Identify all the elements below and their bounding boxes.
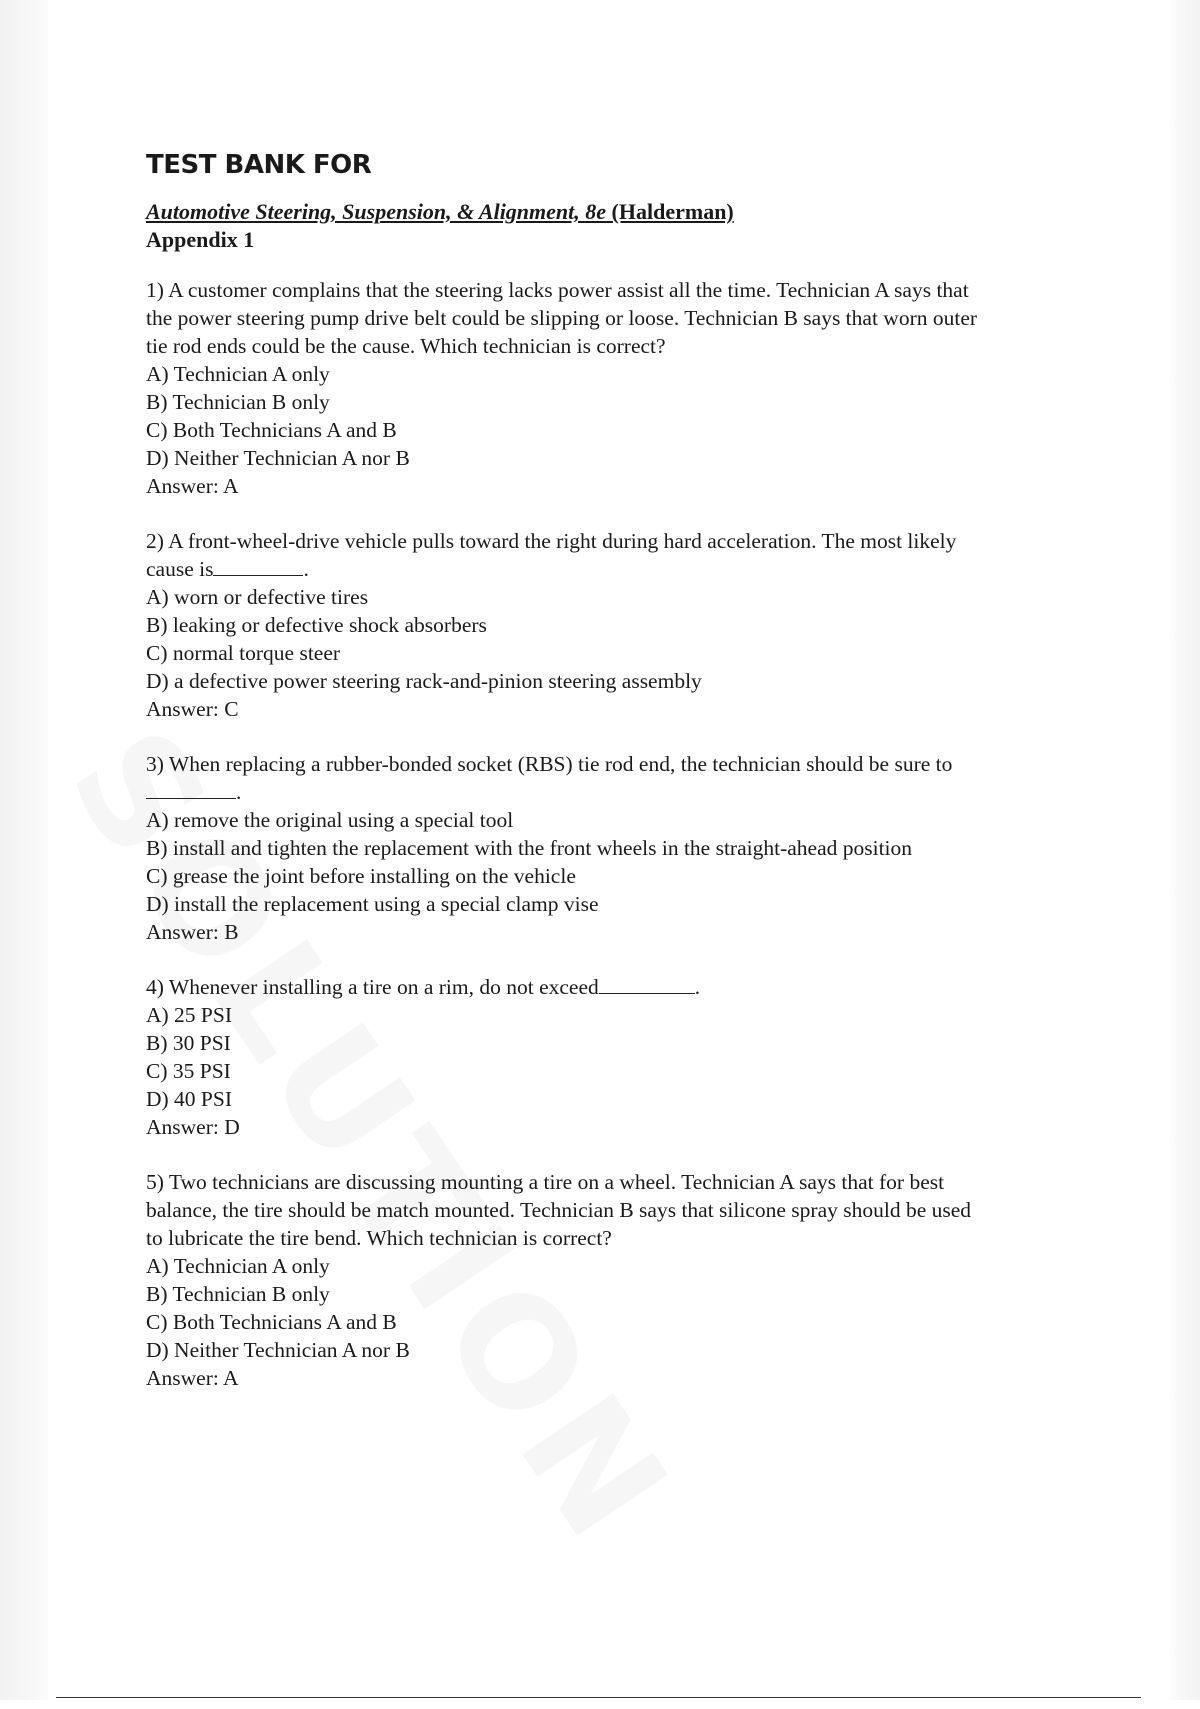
answer-option: A) 25 PSI — [146, 1003, 233, 1027]
fill-in-blank — [146, 780, 236, 799]
question-text-line: 1) A customer complains that the steering lacks power assist all the time. Technician A says that — [146, 278, 969, 302]
answer-option: B) leaking or defective shock absorbers — [146, 613, 487, 637]
fill-in-blank — [599, 975, 695, 994]
answer-option: D) install the replacement using a special clamp vise — [146, 892, 599, 916]
document-title: TEST BANK FOR — [146, 150, 372, 180]
blank-suffix: . — [303, 557, 309, 581]
question-text-line-with-blank — [146, 973, 1106, 1001]
question-text-line: tie rod ends could be the cause. Which technician is correct? — [146, 334, 666, 358]
book-title: Automotive Steering, Suspension, & Alignment, 8e — [146, 199, 607, 224]
answer-key: Answer: C — [146, 697, 239, 721]
footer-rule — [56, 1697, 1141, 1698]
answer-option: A) Technician A only — [146, 362, 330, 386]
blank-suffix: . — [694, 975, 701, 999]
question-3 — [146, 750, 1106, 946]
answer-option: D) Neither Technician A nor B — [146, 446, 410, 470]
answer-option: C) normal torque steer — [146, 641, 341, 665]
fill-in-blank — [213, 557, 303, 576]
answer-option: C) Both Technicians A and B — [146, 1310, 397, 1334]
answer-option: D) 40 PSI — [146, 1087, 233, 1111]
question-text-line: balance, the tire should be match mounted. Technician B says that silicone spray should be used — [146, 1198, 972, 1222]
question-5 — [146, 1168, 1106, 1392]
question-4 — [146, 973, 1106, 1141]
page-left-shadow — [0, 0, 48, 1700]
answer-option: B) install and tighten the replacement with the front wheels in the straight-ahead position — [146, 836, 913, 860]
answer-option: C) grease the joint before installing on the vehicle — [146, 864, 576, 888]
question-text-fragment: cause is — [146, 557, 214, 581]
question-text-line: 3) When replacing a rubber-bonded socket (RBS) tie rod end, the technician should be sure to — [146, 752, 953, 776]
question-1 — [146, 276, 1106, 500]
answer-key: Answer: A — [146, 474, 239, 498]
answer-option: D) a defective power steering rack-and-pinion steering assembly — [146, 669, 702, 693]
answer-key: Answer: B — [146, 920, 239, 944]
answer-option: B) Technician B only — [146, 1282, 330, 1306]
answer-option: D) Neither Technician A nor B — [146, 1338, 410, 1362]
answer-option: B) 30 PSI — [146, 1031, 231, 1055]
book-citation — [146, 198, 1106, 226]
appendix-heading: Appendix 1 — [146, 227, 255, 252]
answer-option: A) worn or defective tires — [146, 585, 369, 609]
answer-option: B) Technician B only — [146, 390, 330, 414]
question-text-line: 5) Two technicians are discussing mounting a tire on a wheel. Technician A says that for best — [146, 1170, 945, 1194]
book-author: (Halderman) — [611, 199, 734, 224]
question-blank-line — [146, 778, 1106, 806]
blank-suffix: . — [236, 780, 242, 804]
question-text-line: the power steering pump drive belt could be slipping or loose. Technician B says that worn outer — [146, 306, 978, 330]
question-text-line: 2) A front-wheel-drive vehicle pulls toward the right during hard acceleration. The most likely — [146, 529, 957, 553]
answer-key: Answer: A — [146, 1366, 239, 1390]
page-right-shadow — [1170, 0, 1200, 1700]
question-text-line-with-blank — [146, 555, 1106, 583]
answer-option: A) Technician A only — [146, 1254, 330, 1278]
question-text-fragment: 4) Whenever installing a tire on a rim, do not exceed — [146, 975, 599, 999]
document-body — [146, 150, 1106, 1419]
answer-option: C) 35 PSI — [146, 1059, 231, 1083]
answer-option: A) remove the original using a special tool — [146, 808, 514, 832]
question-2 — [146, 527, 1106, 723]
answer-key: Answer: D — [146, 1115, 240, 1139]
question-text-line: to lubricate the tire bend. Which technician is correct? — [146, 1226, 612, 1250]
answer-option: C) Both Technicians A and B — [146, 418, 397, 442]
